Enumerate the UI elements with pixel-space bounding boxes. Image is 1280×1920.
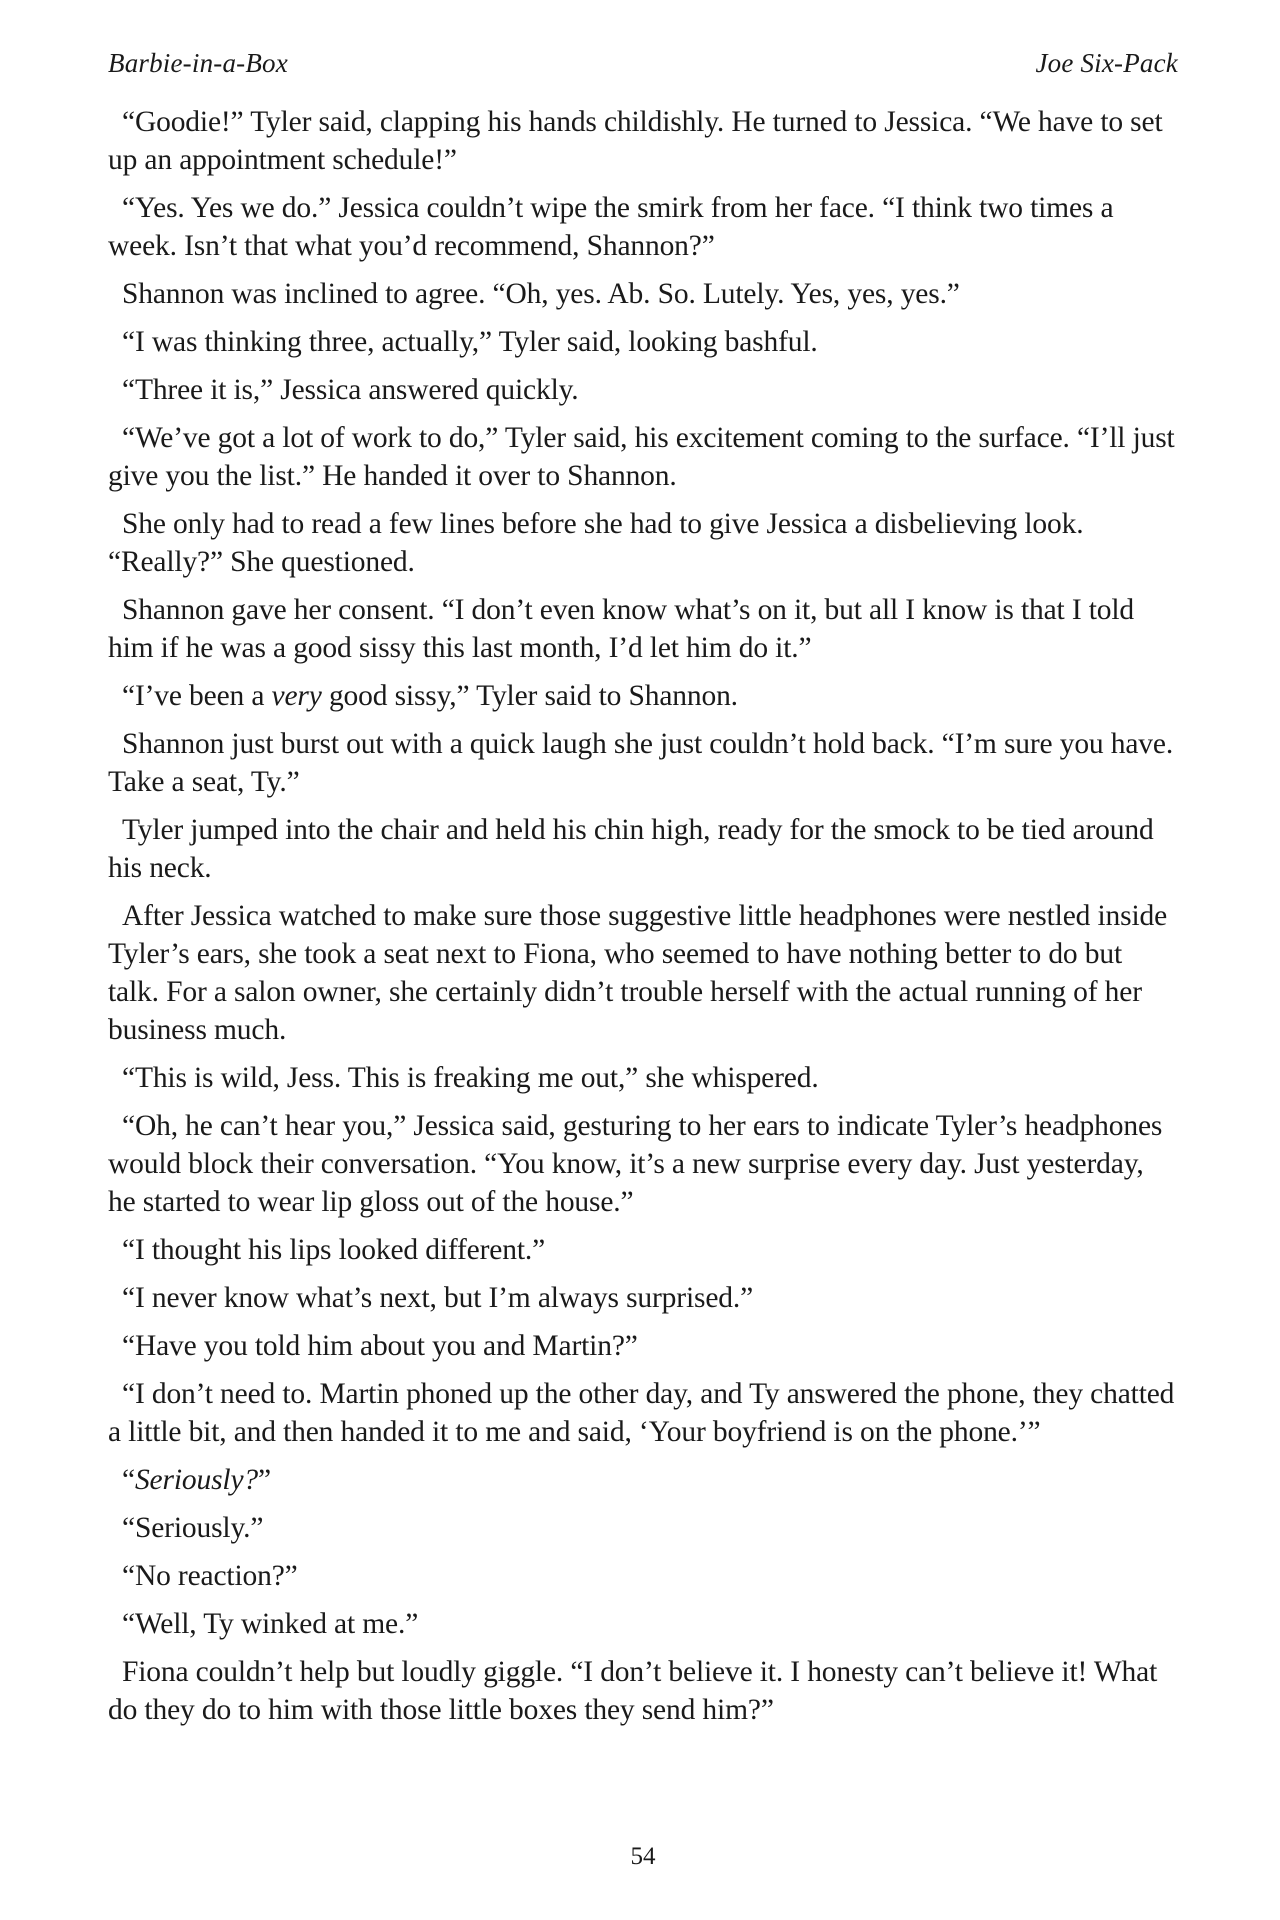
paragraph bbox=[108, 591, 1178, 667]
text-run: Fiona couldn’t help but loudly giggle. “I don’t believe it. I honesty can’t believe it! What do they do to him with those little boxes they send him?” bbox=[108, 1656, 1158, 1726]
book-page bbox=[108, 0, 1178, 1920]
text-run: After Jessica watched to make sure those suggestive little headphones were nestled inside Tyler’s ears, she took a seat next to Fiona, who seemed to have nothing better to do but talk. For a salon owner, she certainly didn’t trouble herself with the actual running of her business much. bbox=[108, 900, 1168, 1046]
text-run: “I thought his lips looked different.” bbox=[122, 1234, 546, 1266]
text-run: “Oh, he can’t hear you,” Jessica said, gesturing to her ears to indicate Tyler’s headphones would block their conversation. “You know, it’s a new surprise every day. Just yesterday, he started to wear lip gloss out of the house.” bbox=[108, 1110, 1163, 1218]
text-run: “I’ve been a bbox=[122, 680, 272, 712]
italic-text-run: very bbox=[271, 680, 322, 712]
paragraph bbox=[108, 1107, 1178, 1221]
paragraph bbox=[108, 371, 1178, 409]
paragraph bbox=[108, 1509, 1178, 1547]
text-run: “I never know what’s next, but I’m always surprised.” bbox=[122, 1282, 754, 1314]
paragraph bbox=[108, 323, 1178, 361]
paragraph bbox=[108, 103, 1178, 179]
text-run: Tyler jumped into the chair and held his chin high, ready for the smock to be tied around his neck. bbox=[108, 814, 1154, 884]
text-run: “I was thinking three, actually,” Tyler said, looking bashful. bbox=[122, 326, 818, 358]
paragraph bbox=[108, 189, 1178, 265]
text-run: Shannon just burst out with a quick laugh she just couldn’t hold back. “I’m sure you have. Take a seat, Ty.” bbox=[108, 728, 1174, 798]
header-book-title: Barbie-in-a-Box bbox=[108, 48, 288, 78]
text-run: “No reaction?” bbox=[122, 1560, 298, 1592]
text-run: She only had to read a few lines before she had to give Jessica a disbelieving look. “Really?” She questioned. bbox=[108, 508, 1084, 578]
text-run: “Three it is,” Jessica answered quickly. bbox=[122, 374, 579, 406]
paragraph bbox=[108, 275, 1178, 313]
text-run: “Seriously.” bbox=[122, 1512, 264, 1544]
text-run: “Have you told him about you and Martin?” bbox=[122, 1330, 638, 1362]
paragraph bbox=[108, 725, 1178, 801]
paragraph bbox=[108, 897, 1178, 1049]
italic-text-run: Seriously? bbox=[134, 1464, 258, 1496]
text-run: “Yes. Yes we do.” Jessica couldn’t wipe the smirk from her face. “I think two times a week. Isn’t that what you’d recommend, Shannon?” bbox=[108, 192, 1114, 262]
text-run: “We’ve got a lot of work to do,” Tyler said, his excitement coming to the surface. “I’ll just give you the list.” He handed it over to Shannon. bbox=[108, 422, 1175, 492]
paragraph bbox=[108, 1059, 1178, 1097]
body-text bbox=[108, 103, 1178, 1739]
paragraph bbox=[108, 1653, 1178, 1729]
paragraph bbox=[108, 505, 1178, 581]
text-run: “ bbox=[122, 1464, 135, 1496]
text-run: good sissy,” Tyler said to Shannon. bbox=[321, 680, 738, 712]
paragraph bbox=[108, 1231, 1178, 1269]
text-run: “This is wild, Jess. This is freaking me out,” she whispered. bbox=[122, 1062, 819, 1094]
page-number: 54 bbox=[630, 1843, 656, 1870]
header-story-title: Joe Six-Pack bbox=[1035, 48, 1178, 78]
paragraph bbox=[108, 419, 1178, 495]
paragraph bbox=[108, 1605, 1178, 1643]
paragraph bbox=[108, 677, 1178, 715]
text-run: ” bbox=[258, 1464, 271, 1496]
text-run: “I don’t need to. Martin phoned up the other day, and Ty answered the phone, they chatted a little bit, and then handed it to me and said, ‘Your boyfriend is on the phone.’” bbox=[108, 1378, 1175, 1448]
paragraph bbox=[108, 811, 1178, 887]
text-run: “Well, Ty winked at me.” bbox=[122, 1608, 419, 1640]
paragraph bbox=[108, 1375, 1178, 1451]
paragraph bbox=[108, 1279, 1178, 1317]
paragraph bbox=[108, 1557, 1178, 1595]
text-run: Shannon gave her consent. “I don’t even know what’s on it, but all I know is that I told him if he was a good sissy this last month, I’d let him do it.” bbox=[108, 594, 1135, 664]
text-run: “Goodie!” Tyler said, clapping his hands childishly. He turned to Jessica. “We have to set up an appointment schedule!” bbox=[108, 106, 1163, 176]
paragraph bbox=[108, 1327, 1178, 1365]
paragraph bbox=[108, 1461, 1178, 1499]
text-run: Shannon was inclined to agree. “Oh, yes. Ab. So. Lutely. Yes, yes, yes.” bbox=[122, 278, 960, 310]
